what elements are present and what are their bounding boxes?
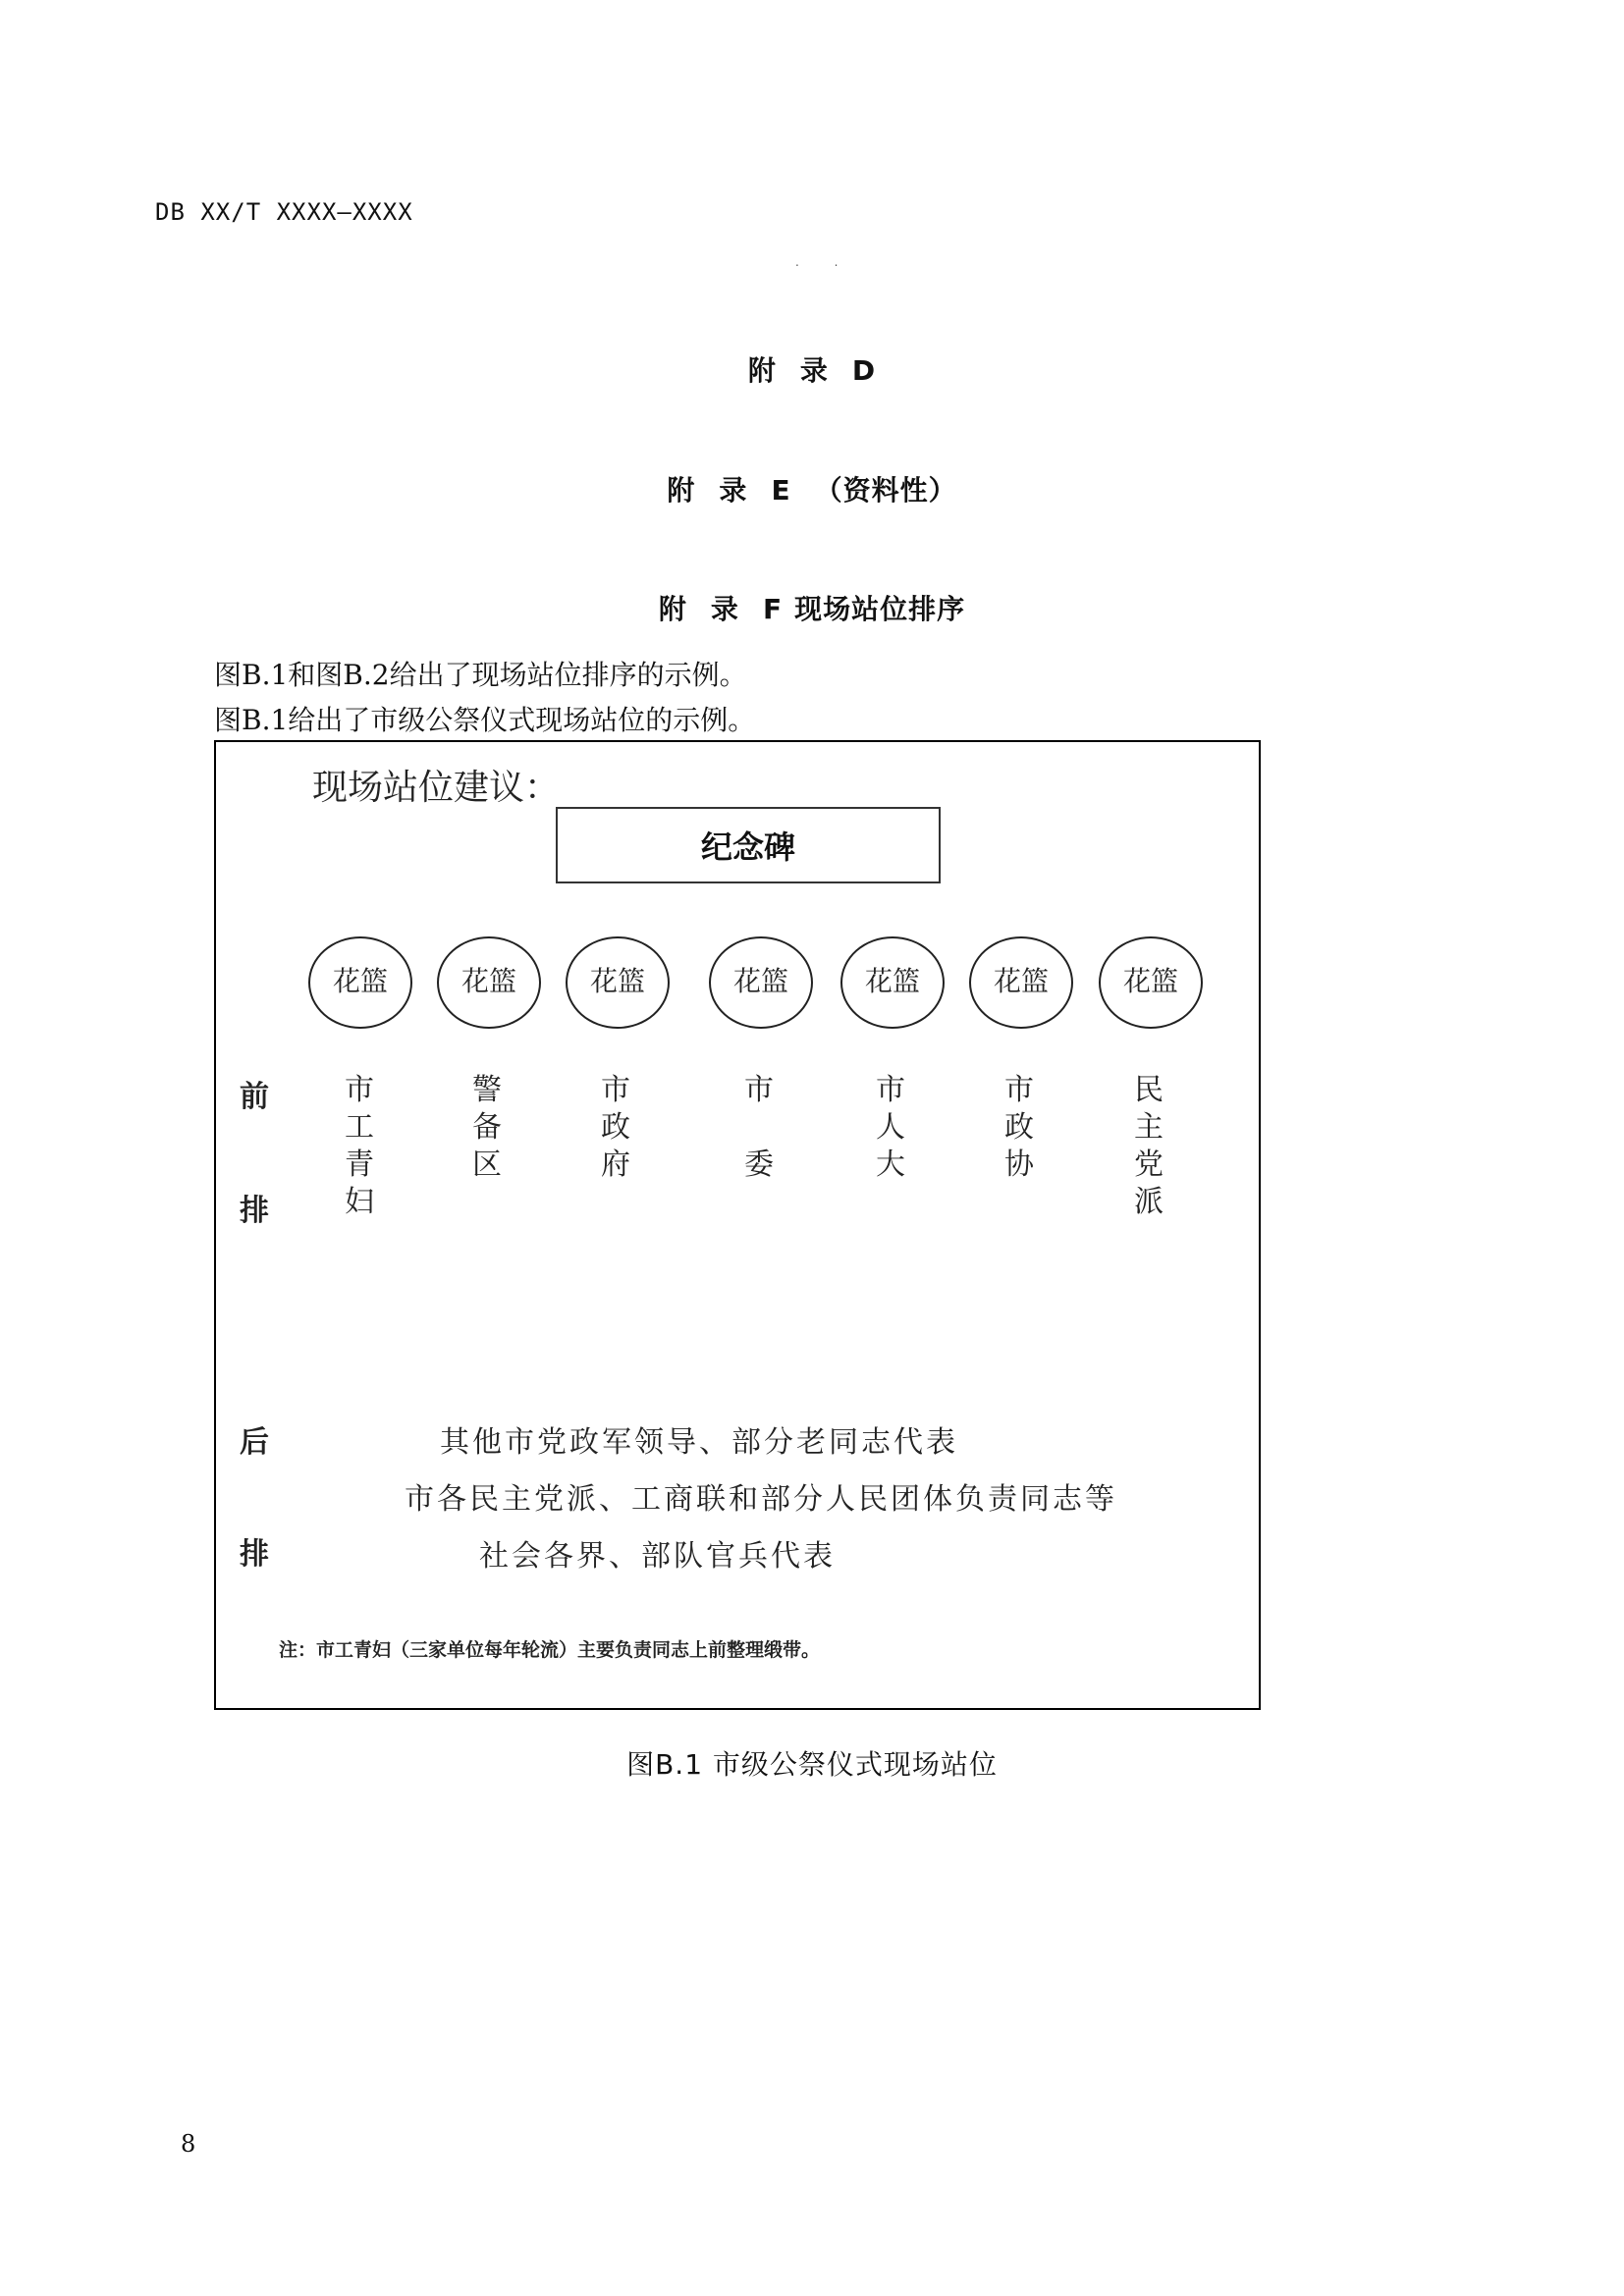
basket-label: 花篮 (332, 965, 388, 997)
monument-label: 纪念碑 (700, 828, 795, 866)
appendix-e-label: 附 (667, 474, 696, 507)
flower-basket-1 (308, 936, 412, 1029)
front-unit-5: 市 人 大 (876, 1073, 905, 1182)
basket-label: 花篮 (864, 965, 920, 997)
appendix-e-suffix: （资料性） (814, 474, 957, 507)
flower-basket-3 (566, 936, 670, 1029)
front-row-label-bottom: 排 (240, 1194, 269, 1228)
page-number: 8 (181, 2130, 196, 2158)
monument-box (556, 807, 941, 883)
rear-row-label-bottom: 排 (240, 1537, 269, 1572)
appendix-d-label: 附 (747, 354, 777, 387)
front-row-label-top: 前 (240, 1080, 269, 1114)
basket-label: 花篮 (993, 965, 1049, 997)
rear-line-1: 其他市党政军领导、部分老同志代表 (440, 1425, 958, 1460)
flower-basket-4 (709, 936, 813, 1029)
rear-line-3: 社会各界、部队官兵代表 (479, 1539, 836, 1574)
appendix-e-label2: 录 (719, 474, 748, 507)
appendix-f-title (0, 588, 1624, 627)
flower-basket-2 (437, 936, 541, 1029)
flower-basket-5 (840, 936, 945, 1029)
standing-position-figure (214, 740, 1261, 1710)
figure-heading: 现场站位建议： (312, 768, 561, 808)
flower-basket-6 (969, 936, 1073, 1029)
appendix-e-letter: E (771, 474, 791, 507)
front-unit-4: 市 委 (744, 1073, 774, 1182)
appendix-d-title (0, 349, 1624, 389)
rear-row-label-top: 后 (240, 1425, 269, 1460)
basket-label: 花篮 (732, 965, 788, 997)
rear-line-2: 市各民主党派、工商联和部分人民团体负责同志等 (405, 1482, 1117, 1517)
paragraph-2: 图B.1给出了市级公祭仪式现场站位的示例。 (214, 704, 756, 736)
front-unit-3: 市 政 府 (601, 1073, 630, 1182)
appendix-d-label2: 录 (799, 354, 829, 387)
front-unit-7: 民 主 党 派 (1134, 1073, 1164, 1219)
basket-label: 花篮 (460, 965, 516, 997)
document-code: DB XX/T XXXX—XXXX (155, 198, 413, 226)
appendix-f-title-text: 现场站位排序 (794, 593, 966, 625)
figure-caption: 图B.1 市级公祭仪式现场站位 (626, 1748, 998, 1781)
header-dots: . . (795, 255, 854, 269)
front-unit-6: 市 政 协 (1004, 1073, 1034, 1182)
appendix-f-label: 附 (658, 593, 687, 625)
basket-label: 花篮 (589, 965, 645, 997)
appendix-e-title (0, 469, 1624, 508)
appendix-d-letter: D (851, 354, 877, 387)
flower-basket-7 (1099, 936, 1203, 1029)
front-unit-1: 市 工 青 妇 (345, 1073, 374, 1219)
figure-note: 注：市工青妇（三家单位每年轮流）主要负责同志上前整理缎带。 (279, 1639, 821, 1661)
appendix-f-label2: 录 (710, 593, 739, 625)
paragraph-1: 图B.1和图B.2给出了现场站位排序的示例。 (214, 659, 747, 691)
basket-label: 花篮 (1122, 965, 1178, 997)
front-unit-2: 警 备 区 (472, 1073, 502, 1182)
appendix-f-letter: F (762, 593, 784, 625)
